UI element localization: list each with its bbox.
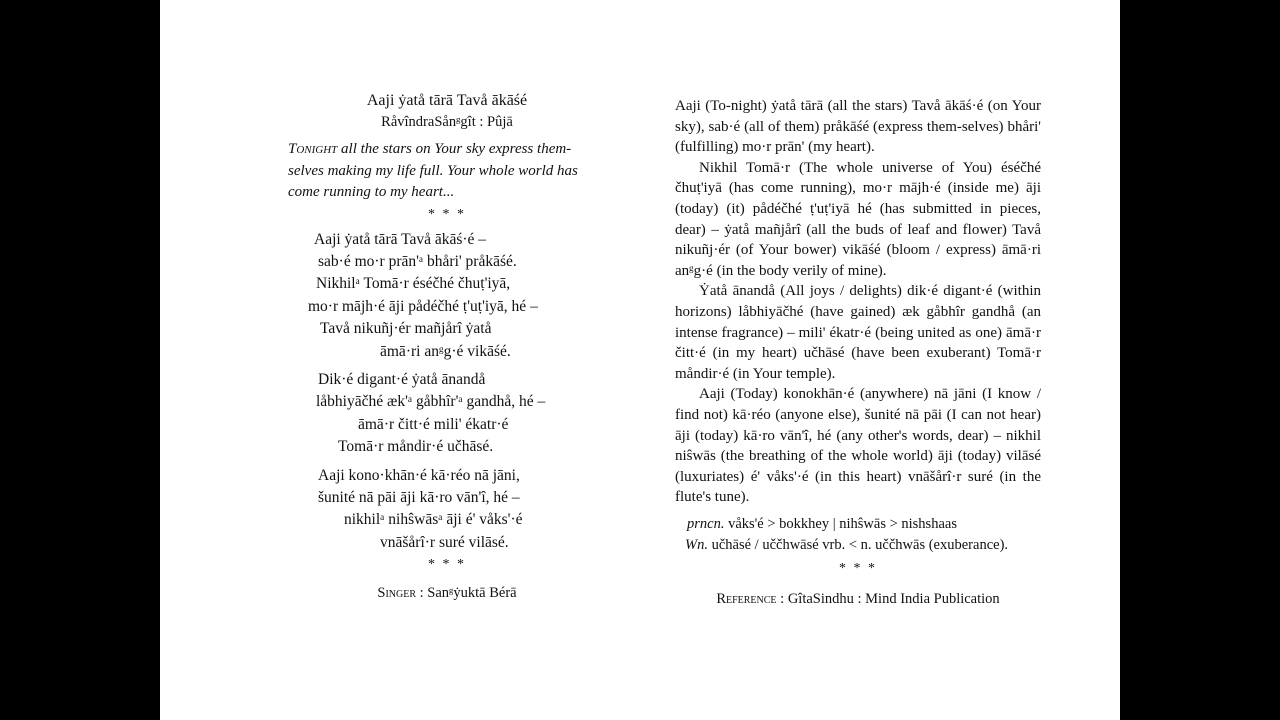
verse-line: Aaji ẏatå tārā Tavå ākāś·é – — [314, 230, 487, 248]
verse-line: vnāšårî·r suré vilāsé. — [380, 533, 509, 551]
reference-label: Reference — [716, 591, 777, 608]
singer-name: : Sanᵍẏuktā Bérā — [419, 585, 517, 602]
verse-line: Aaji kono·khān·é kā·réo nā jāni, — [318, 466, 520, 484]
translation-paragraph-3: Ẏatå ānandå (All joys / delights) dik·é digant·é (within horizons) låbhiyāčhé (have gained) æk gåbhîr gandhå (an intense fragrance) – mili' ékatr·é (being united as one) āmā·r čitt·é (in my heart) učhāsé (have been exuberant) Tomā·r måndir·é (in Your temple). — [675, 283, 1041, 382]
singer-credit — [288, 585, 606, 602]
reference-credit — [675, 589, 1041, 610]
song-subtitle: RåvîndraSånᵍgît : Pûjā — [381, 114, 513, 130]
document-page — [160, 0, 1120, 720]
intro-paragraph — [288, 139, 606, 204]
verse-line: āmā·ri anᵍg·é vikāśé. — [380, 342, 511, 360]
verse-line: Dik·é digant·é ẏatå ānandå — [318, 370, 486, 388]
verse-line: låbhiyāčhé æk'ᵃ gåbhîr'ᵃ gandhå, hé – — [316, 393, 546, 411]
song-title: Aaji ẏatå tārā Tavå ākāśé — [366, 92, 528, 109]
separator: * * * — [428, 557, 466, 573]
stanza-2 — [288, 369, 606, 459]
translation-column — [675, 96, 1041, 610]
translation-paragraph-2: Nikhil Tomā·r (The whole universe of You) éséčhé čhuṭ'iyā (has come running), mo·r mājh·é (inside me) āji (today) (it) pådéčhé ṭ'uṭ'iyā hé (has submitted in pieces, dear) – ẏatå mañjårî (all the buds of leaf and flower) Tavå nikuñj·ér (of Your bower) vikāśé (bloom / express) āmā·ri anᵍg·é (in the body verily of mine). — [675, 159, 1041, 279]
verse-line: sab·é mo·r prān'ᵃ bhåri' pråkāśé. — [318, 252, 517, 270]
intro-text: all the stars on Your sky express them-selves making my life full. Your whole world has come running to my heart... — [288, 141, 578, 200]
note-label: prncn. — [687, 515, 725, 532]
verse-line: āmā·r čitt·é mili' ékatr·é — [358, 415, 509, 433]
verse-line: šunité nā pāi āji kā·ro vān'î, hé – — [318, 488, 520, 506]
translation-paragraph-4: Aaji (Today) konokhān·é (anywhere) nā jāni (I know / find not) kā·réo (anyone else), šunité nā pāi (I can not hear) āji (today) kā·ro vān'î, hé (any other's words, dear) – nikhil niŝwās (the breathing of the whole world) āji (today) vilāsé (luxuriates) é' våks'·é (in this heart) vnāšårî·r suré (in the flute's tune). — [675, 386, 1041, 506]
note-text: učhāsé / uččhwāsé vrb. < n. uččhwās (exuberance). — [711, 536, 1009, 553]
verse-line: nikhilᵃ nihŝwāsᵃ āji é' våks'·é — [344, 511, 523, 529]
note-label: Wn. — [685, 536, 708, 553]
singer-label: Singer — [377, 585, 416, 602]
separator: * * * — [428, 206, 466, 222]
pronunciation-notes — [675, 514, 1041, 556]
verse-line: mo·r mājh·é āji pådéčhé ṭ'uṭ'iyā, hé – — [308, 297, 538, 315]
verse-line: Nikhilᵃ Tomā·r éséčhé čhuṭ'iyā, — [316, 275, 511, 293]
note-text: våks'é > bokkhey | nihŝwās > nishshaas — [728, 515, 957, 532]
stanza-3 — [288, 465, 606, 555]
reference-text: : GîtaSindhu : Mind India Publication — [780, 591, 1000, 608]
stanza-1 — [288, 229, 606, 363]
note-pronunciation — [675, 514, 1041, 535]
separator: * * * — [839, 560, 877, 576]
song-column — [288, 90, 606, 602]
verse-line: Tomā·r måndir·é učhāsé. — [338, 438, 494, 456]
verse-line: Tavå nikuñj·ér mañjårî ẏatå — [320, 320, 492, 338]
translation-paragraph-1: Aaji (To-night) ẏatå tārā (all the stars) Tavå ākāś·é (on Your sky), sab·é (all of them) pråkāśé (express them-selves) bhåri' (fulfilling) mo·r prān' (my heart). — [675, 98, 1041, 156]
intro-lead: Tonight — [288, 141, 338, 157]
note-word — [675, 535, 1041, 556]
